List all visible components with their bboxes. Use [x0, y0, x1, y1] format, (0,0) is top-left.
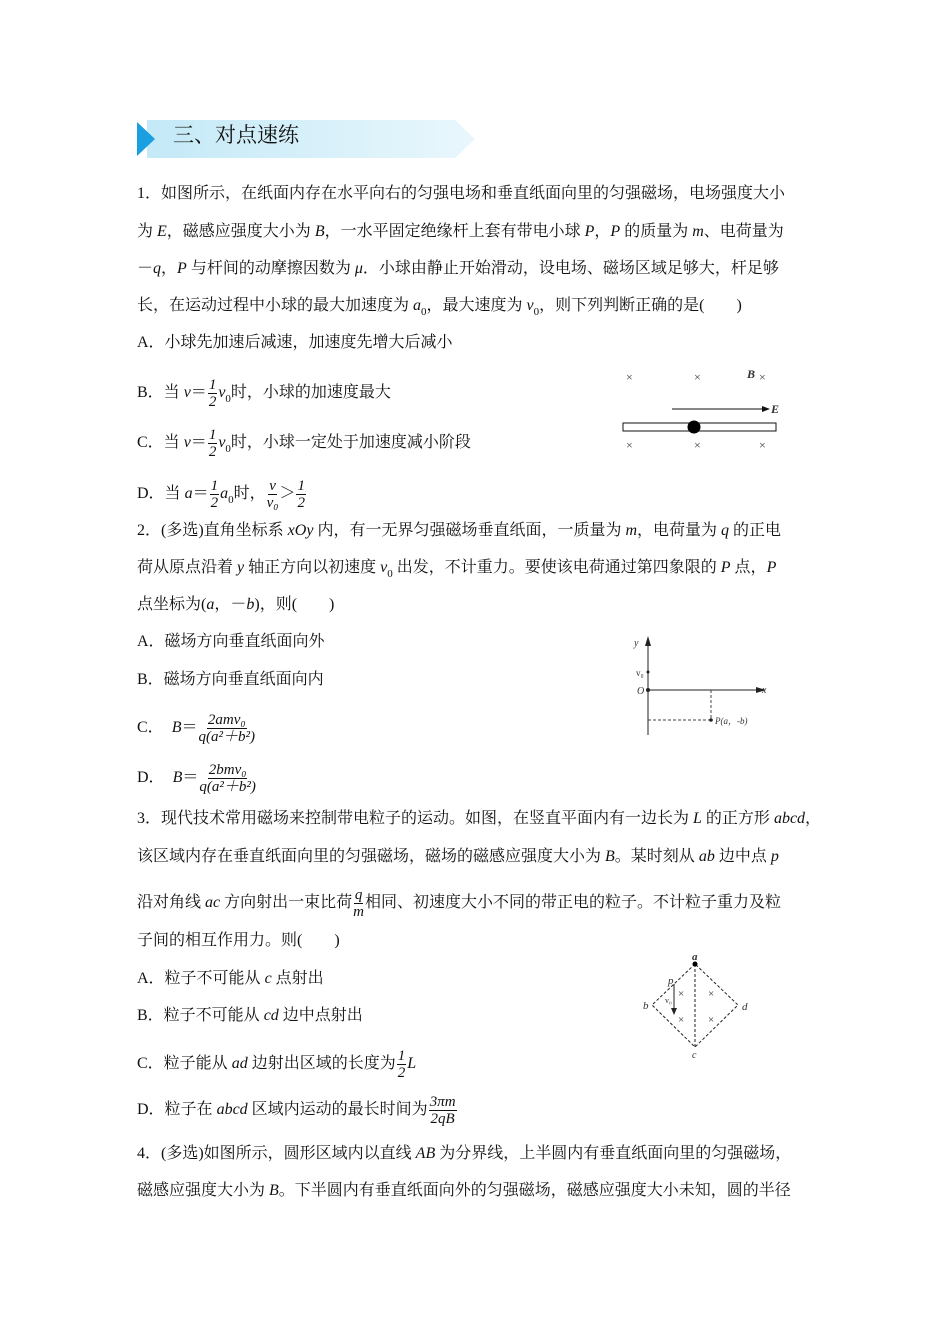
text-run: 相同、初速度大小不同的带正电的粒子。不计粒子重力及粒	[364, 894, 781, 912]
svg-text:v₀: v₀	[665, 996, 672, 1005]
text-run: C．粒子能从	[137, 1055, 232, 1073]
ball	[688, 421, 701, 434]
math-symbol: ab	[698, 848, 715, 865]
math-symbol: v	[183, 384, 191, 402]
svg-text:p: p	[668, 975, 674, 987]
text-run: 的质量为	[620, 223, 693, 240]
text-run: B．磁场方向垂直纸面向内	[137, 671, 324, 688]
text-run: 1．如图所示，在纸面内存在水平向右的匀强电场和垂直纸面向里的匀强磁场，电场强度大小	[137, 185, 786, 202]
text-run: ＝	[190, 434, 207, 452]
numerator: v	[269, 478, 276, 494]
numerator: 2bmv₀	[208, 762, 247, 778]
text-run: 子间的相互作用力。则( )	[137, 932, 340, 949]
math-symbol: ad	[231, 1055, 248, 1073]
text-run: 3．现代技术常用磁场来控制带电粒子的运动。如图，在竖直平面内有一边长为	[137, 810, 694, 827]
field-cross: ×	[759, 438, 766, 452]
text-run: 4．(多选)如图所示，圆形区域内以直线	[137, 1145, 416, 1162]
denominator: 2	[208, 444, 217, 460]
numerator: 1	[297, 478, 305, 494]
numerator: 2amv₀	[207, 712, 246, 728]
svg-text:c: c	[692, 1050, 697, 1061]
numerator: 1	[208, 427, 217, 443]
denominator: m	[353, 904, 364, 920]
text-run: B．粒子不可能从	[137, 1007, 264, 1024]
text-run: D．粒子在	[137, 1101, 217, 1119]
text-run: 。某时刻从	[614, 848, 699, 865]
svg-text:d: d	[742, 1001, 748, 1013]
svg-text:×: ×	[678, 988, 685, 1000]
svg-text:×: ×	[708, 988, 715, 1000]
text-run: D．	[137, 769, 173, 787]
denominator: q(a²＋b²)	[199, 779, 256, 795]
b-label: B	[747, 367, 756, 381]
text-run: 荷从原点沿着	[137, 559, 238, 576]
text-run: ，最大速度为	[426, 297, 527, 314]
text-run: 为分界线，上半圆内有垂直纸面向里的匀强磁场，	[435, 1145, 792, 1162]
field-cross: ×	[759, 370, 766, 384]
text-run: ．小球由静止开始滑动，设电场、磁场区域足够大，杆足够	[362, 260, 779, 277]
math-symbol: B	[269, 1182, 279, 1199]
numerator: 1	[210, 478, 219, 494]
math-symbol: ac	[205, 894, 221, 912]
math-symbol: P	[177, 260, 187, 277]
field-cross: ×	[626, 370, 633, 384]
text-run: 点，	[730, 559, 767, 576]
svg-text:v₀: v₀	[636, 668, 644, 678]
text-run: 时，	[233, 485, 266, 503]
text-run: －	[137, 260, 154, 277]
text-run: ，	[805, 810, 822, 827]
denominator: 2qB	[430, 1111, 455, 1127]
svg-text:a: a	[692, 951, 698, 963]
text-run: ＞	[279, 485, 296, 503]
field-cross: ×	[694, 438, 701, 452]
text-run: 、电荷量为	[703, 223, 784, 240]
svg-text:×: ×	[708, 1014, 715, 1026]
math-symbol: L	[693, 810, 702, 827]
math-symbol: v	[526, 297, 534, 314]
svg-text:P(a，-b): P(a，-b)	[715, 716, 748, 726]
text-run: ，则下列判断正确的是( )	[539, 297, 742, 314]
subscript: 0	[533, 306, 540, 318]
text-run: 长，在运动过程中小球的最大加速度为	[137, 297, 414, 314]
field-cross: ×	[694, 370, 701, 384]
text-run: 。下半圆内有垂直纸面向外的匀强磁场，磁感应强度大小未知，圆的半径	[278, 1182, 791, 1199]
text-run: 时，小球一定处于加速度减小阶段	[230, 434, 471, 452]
math-symbol: v	[218, 434, 226, 452]
text-run: 该区域内存在垂直纸面向里的匀强磁场，磁场的磁感应强度大小为	[137, 848, 606, 865]
text-run: 沿对角线	[137, 894, 206, 912]
svg-text:y: y	[634, 638, 639, 649]
math-symbol: q	[721, 522, 730, 539]
text-run: D．当	[137, 485, 185, 503]
math-symbol: a	[220, 485, 229, 503]
text-run: ，	[594, 223, 611, 240]
math-symbol: y	[237, 559, 245, 576]
text-run: ＝	[192, 485, 209, 503]
math-symbol: q	[153, 260, 162, 277]
math-symbol: m	[692, 223, 704, 240]
svg-text:b: b	[643, 1000, 649, 1012]
text-run: 区域内运动的最长时间为	[247, 1101, 428, 1119]
math-symbol: v	[183, 434, 191, 452]
text-run: ＝	[182, 769, 199, 787]
subscript: 0	[225, 393, 231, 406]
math-symbol: AB	[415, 1145, 436, 1162]
denominator: q(a²＋b²)	[198, 729, 255, 745]
math-symbol: E	[157, 223, 167, 240]
svg-text:×: ×	[678, 1014, 685, 1026]
math-symbol: P	[584, 223, 595, 240]
text-run: ，磁感应强度大小为	[166, 223, 315, 240]
text-run: 轴正方向以初速度	[244, 559, 381, 576]
text-run: 与杆间的动摩擦因数为	[186, 260, 355, 277]
text-run: 的正方形	[701, 810, 774, 827]
math-symbol: B	[171, 719, 182, 737]
math-symbol: cd	[263, 1007, 279, 1024]
subscript: 0	[421, 306, 427, 318]
denominator: 2	[210, 495, 219, 511]
math-symbol: b	[246, 596, 255, 613]
numerator: 3πm	[429, 1094, 456, 1110]
math-symbol: a	[184, 485, 193, 503]
denominator: 2	[297, 495, 305, 511]
math-symbol: a	[413, 297, 422, 314]
numerator: 1	[397, 1048, 406, 1064]
numerator: 1	[208, 377, 217, 393]
text-run: ＝	[181, 719, 198, 737]
math-symbol: v	[380, 559, 388, 576]
math-symbol: v	[218, 384, 226, 402]
math-symbol: p	[770, 848, 779, 865]
math-symbol: B	[172, 769, 183, 787]
text-run: 内，有一无界匀强磁场垂直纸面，一质量为	[313, 522, 626, 539]
subscript: 0	[225, 443, 231, 456]
math-symbol: B	[314, 223, 325, 240]
math-symbol: abcd	[216, 1101, 248, 1119]
text-run: 点坐标为(	[137, 596, 207, 613]
text-run: A．小球先加速后减速，加速度先增大后减小	[137, 334, 453, 351]
numerator: q	[354, 887, 363, 903]
math-symbol: a	[206, 596, 215, 613]
math-symbol: P	[766, 559, 777, 576]
text-run: 出发，不计重力。要使该电荷通过第四象限的	[392, 559, 721, 576]
text-run: 边射出区域的长度为	[247, 1055, 396, 1073]
arrow-icon	[762, 406, 770, 412]
text-run: 磁感应强度大小为	[137, 1182, 270, 1199]
arrow-icon	[671, 1008, 677, 1015]
subscript: 0	[228, 494, 234, 507]
subscript: 0	[387, 568, 393, 580]
text-run: 边中点射出	[278, 1007, 363, 1024]
text-run: 时，小球的加速度最大	[230, 384, 391, 402]
text-run: 的正电	[729, 522, 782, 539]
svg-text:x: x	[762, 685, 767, 696]
text-run: A．粒子不可能从	[137, 970, 265, 987]
math-symbol: μ	[354, 260, 363, 277]
arrow-icon	[645, 636, 651, 646]
e-label: E	[771, 402, 780, 416]
text-run: )，则( )	[254, 596, 335, 613]
math-symbol: c	[264, 970, 272, 987]
svg-text:O: O	[637, 686, 645, 697]
math-symbol: L	[407, 1055, 417, 1073]
math-symbol: abcd	[773, 810, 806, 827]
text-run: ，一水平固定绝缘杆上套有带电小球	[324, 223, 585, 240]
text-run: ，－	[214, 596, 247, 613]
section-title: 三、对点速练	[173, 123, 299, 147]
text-run: ，电荷量为	[637, 522, 722, 539]
math-symbol: B	[605, 848, 615, 865]
text-run: C．当	[137, 434, 184, 452]
text-run: B．当	[137, 384, 184, 402]
figure-2-axes	[633, 636, 767, 735]
text-run: 2．(多选)直角坐标系	[137, 522, 288, 539]
math-symbol: m	[625, 522, 638, 539]
math-symbol: P	[610, 223, 621, 240]
text-run: 为	[137, 223, 158, 240]
figure-3-square	[643, 951, 748, 1061]
field-cross: ×	[626, 438, 633, 452]
text-run: 边中点	[714, 848, 771, 865]
math-symbol: xOy	[287, 522, 314, 539]
denominator: 2	[397, 1065, 406, 1081]
text-run: 方向射出一束比荷	[220, 894, 353, 912]
text-run: 点射出	[271, 970, 324, 987]
text-run: C．	[137, 719, 172, 737]
text-run: ，	[161, 260, 178, 277]
text-run: A．磁场方向垂直纸面向外	[137, 633, 325, 650]
denominator: v₀	[266, 495, 279, 511]
math-symbol: P	[720, 559, 731, 576]
figure-1-rod-field	[623, 367, 779, 452]
denominator: 2	[208, 394, 217, 410]
text-run: ＝	[190, 384, 207, 402]
